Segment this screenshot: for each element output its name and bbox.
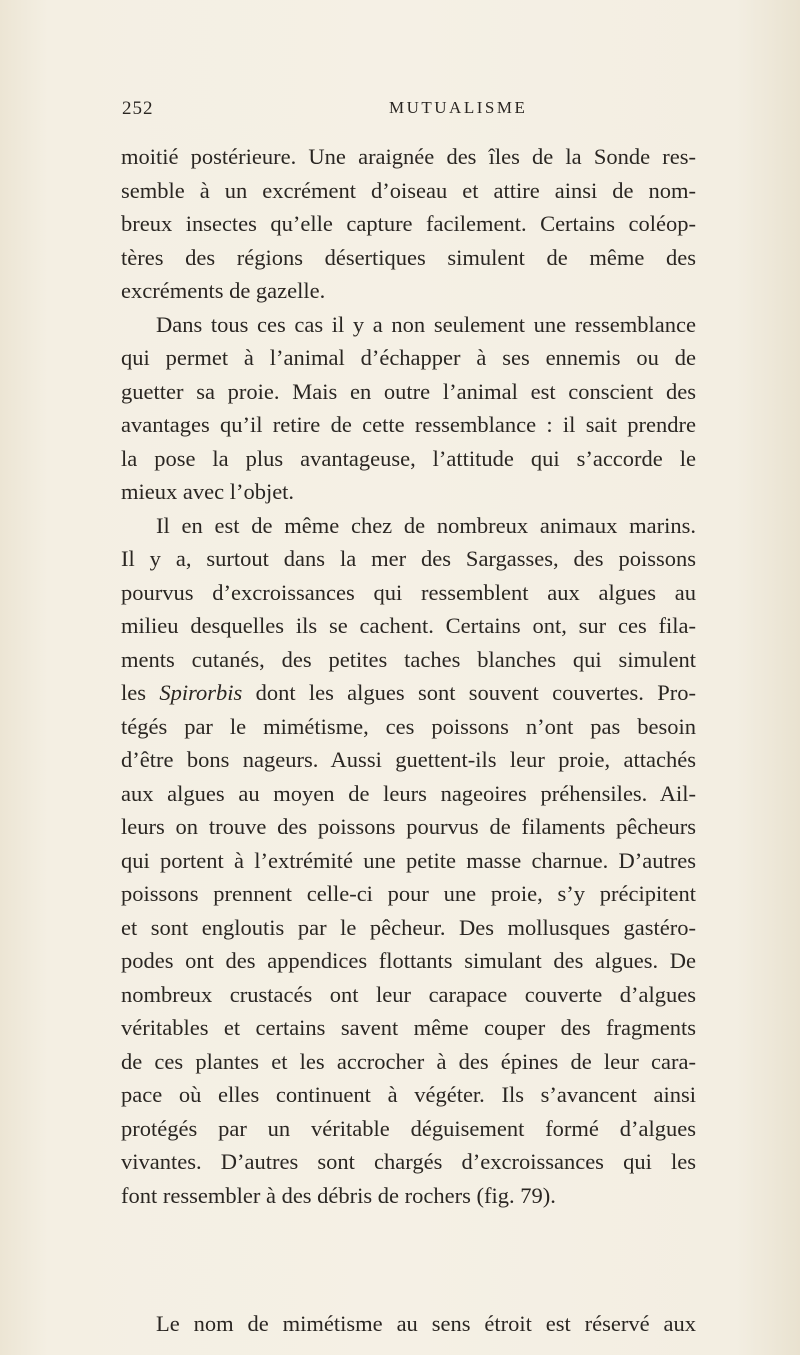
text-line: pace où elles continuent à végéter. Ils s’avancent ainsi <box>121 1082 696 1107</box>
text-line: Le nom de mimétisme au sens étroit est réservé aux <box>156 1311 696 1336</box>
page-number: 252 <box>122 98 154 119</box>
text-fragment: les <box>121 680 146 705</box>
text-line: moitié postérieure. Une araignée des îles de la Sonde res- <box>121 144 696 169</box>
body-text <box>121 140 696 1212</box>
paragraph-3 <box>121 509 696 1213</box>
text-line: ments cutanés, des petites taches blanches qui simulent <box>121 646 696 672</box>
text-line: Il y a, surtout dans la mer des Sargasses, des poissons <box>121 546 696 571</box>
text-line: tégés par le mimétisme, ces poissons n’ont pas besoin <box>121 713 696 739</box>
text-line: tères des régions désertiques simulent de même des <box>121 244 696 270</box>
text-line: milieu desquelles ils se cachent. Certains ont, sur ces fila- <box>121 613 696 638</box>
text-line: protégés par un véritable déguisement formé d’algues <box>121 1115 696 1141</box>
text-line: leurs on trouve des poissons pourvus de filaments pêcheurs <box>121 814 696 839</box>
text-line: poissons prennent celle-ci pour une proie, s’y précipitent <box>121 881 696 906</box>
text-line: Dans tous ces cas il y a non seulement une ressemblance <box>156 311 696 337</box>
italic-term: Spirorbis <box>159 680 243 705</box>
paragraph-4 <box>156 1307 696 1341</box>
text-line: vivantes. D’autres sont chargés d’excroissances qui les <box>121 1149 696 1174</box>
text-line: excréments de gazelle. <box>121 278 326 303</box>
text-line: d’être bons nageurs. Aussi guettent-ils leur proie, attachés <box>121 747 696 772</box>
text-line: pourvus d’excroissances qui ressemblent aux algues au <box>121 579 696 605</box>
text-line: mieux avec l’objet. <box>121 479 295 504</box>
text-line: semble à un excrément d’oiseau et attire ainsi de nom- <box>121 177 696 203</box>
text-line: guetter sa proie. Mais en outre l’animal est conscient des <box>121 378 696 404</box>
text-line: aux algues au moyen de leurs nageoires préhensiles. Ail- <box>121 780 696 806</box>
text-line: Il en est de même chez de nombreux animaux marins. <box>156 512 696 538</box>
text-line: et sont engloutis par le pêcheur. Des mollusques gastéro- <box>121 914 696 940</box>
running-head: MUTUALISME <box>389 98 528 117</box>
paragraph-2 <box>121 308 696 509</box>
text-line: de ces plantes et les accrocher à des épines de leur cara- <box>121 1048 696 1074</box>
text-line: véritables et certains savent même couper des fragments <box>121 1015 696 1040</box>
text-line: la pose la plus avantageuse, l’attitude qui s’accorde le <box>121 445 696 471</box>
text-fragment: dont les algues sont souvent couvertes. Pro- <box>255 680 696 705</box>
text-line: qui permet à l’animal d’échapper à ses ennemis ou de <box>121 345 696 370</box>
page-header <box>0 98 800 124</box>
text-line: breux insectes qu’elle capture facilement. Certains coléop- <box>121 211 696 236</box>
text-line: avantages qu’il retire de cette ressemblance : il sait prendre <box>121 412 696 437</box>
text-line: podes ont des appendices flottants simulant des algues. De <box>121 948 696 973</box>
text-line: nombreux crustacés ont leur carapace couverte d’algues <box>121 981 696 1007</box>
paragraph-1 <box>121 140 696 308</box>
text-line: qui portent à l’extrémité une petite masse charnue. D’autres <box>121 847 696 873</box>
text-line: font ressembler à des débris de rochers (fig. 79). <box>121 1182 556 1208</box>
text-line-with-italic <box>121 676 696 710</box>
